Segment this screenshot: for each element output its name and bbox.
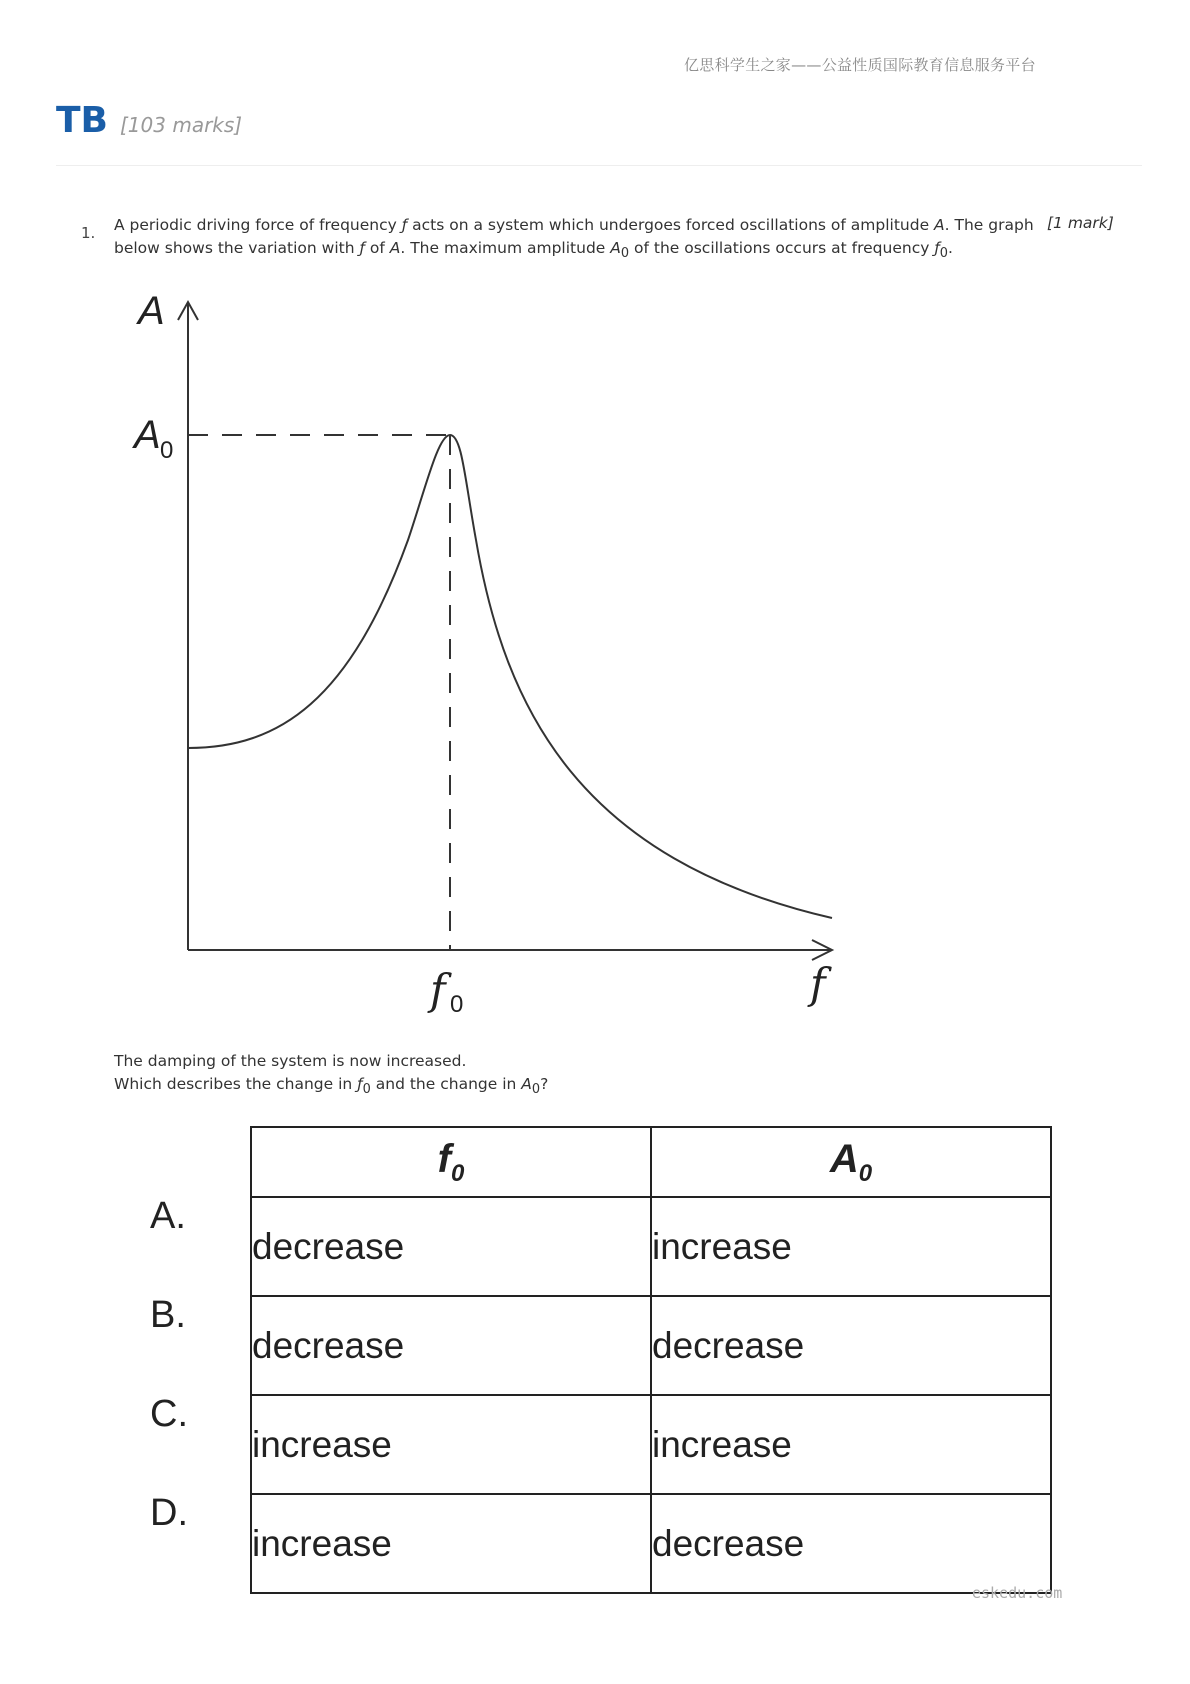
header-f0: $f_0$ xyxy=(251,1127,651,1197)
option-d-a0: decrease xyxy=(651,1494,1051,1593)
question-number: 1. xyxy=(81,224,96,242)
section-title-label: TB xyxy=(56,100,108,141)
section-title xyxy=(56,100,242,141)
title-divider xyxy=(56,165,1142,166)
option-row-c[interactable] xyxy=(251,1395,1051,1494)
peak-amplitude-label: A xyxy=(134,413,161,457)
options-table xyxy=(250,1126,1052,1594)
question-prompt: Which describes the change in $ƒ_0$ and the change in $A_0$? xyxy=(114,1075,549,1098)
peak-frequency-subscript: 0 xyxy=(450,991,464,1018)
option-row-b[interactable] xyxy=(251,1296,1051,1395)
peak-amplitude-subscript: 0 xyxy=(160,437,174,464)
option-d-f0: increase xyxy=(251,1494,651,1593)
x-axis-label: f xyxy=(810,959,826,1008)
footer-watermark: eskedu.com xyxy=(972,1584,1063,1602)
option-letter-a[interactable]: A. xyxy=(150,1195,186,1237)
option-letter-b[interactable]: B. xyxy=(150,1294,186,1336)
option-a-f0: decrease xyxy=(251,1197,651,1296)
resonance-curve xyxy=(188,435,832,918)
option-letter-d[interactable]: D. xyxy=(150,1492,188,1534)
y-axis-label: A xyxy=(138,289,165,333)
option-row-d[interactable] xyxy=(251,1494,1051,1593)
option-c-a0: increase xyxy=(651,1395,1051,1494)
question-marks: [1 mark] xyxy=(1047,214,1114,232)
header-watermark: 亿思科学生之家——公益性质国际教育信息服务平台 xyxy=(684,56,1036,74)
header-a0: $A_0$ xyxy=(651,1127,1051,1197)
damping-statement: The damping of the system is now increased. xyxy=(114,1052,467,1070)
question-follow-up xyxy=(114,1050,1014,1101)
section-total-marks: [103 marks] xyxy=(120,113,243,137)
peak-frequency-label: f xyxy=(430,965,446,1014)
option-c-f0: increase xyxy=(251,1395,651,1494)
option-b-a0: decrease xyxy=(651,1296,1051,1395)
option-row-a[interactable] xyxy=(251,1197,1051,1296)
option-letter-c[interactable]: C. xyxy=(150,1393,188,1435)
option-b-f0: decrease xyxy=(251,1296,651,1395)
question-text: A periodic driving force of frequency ƒ acts on a system which undergoes forced oscillations of amplitude A. The graph below shows the variation with ƒ of A. The maximum amplitude $A_0$ of the oscillations occurs at frequency $ƒ_0$. xyxy=(114,216,1034,262)
option-a-a0: increase xyxy=(651,1197,1051,1296)
options-header-row xyxy=(251,1127,1051,1197)
resonance-graph xyxy=(120,280,860,1020)
